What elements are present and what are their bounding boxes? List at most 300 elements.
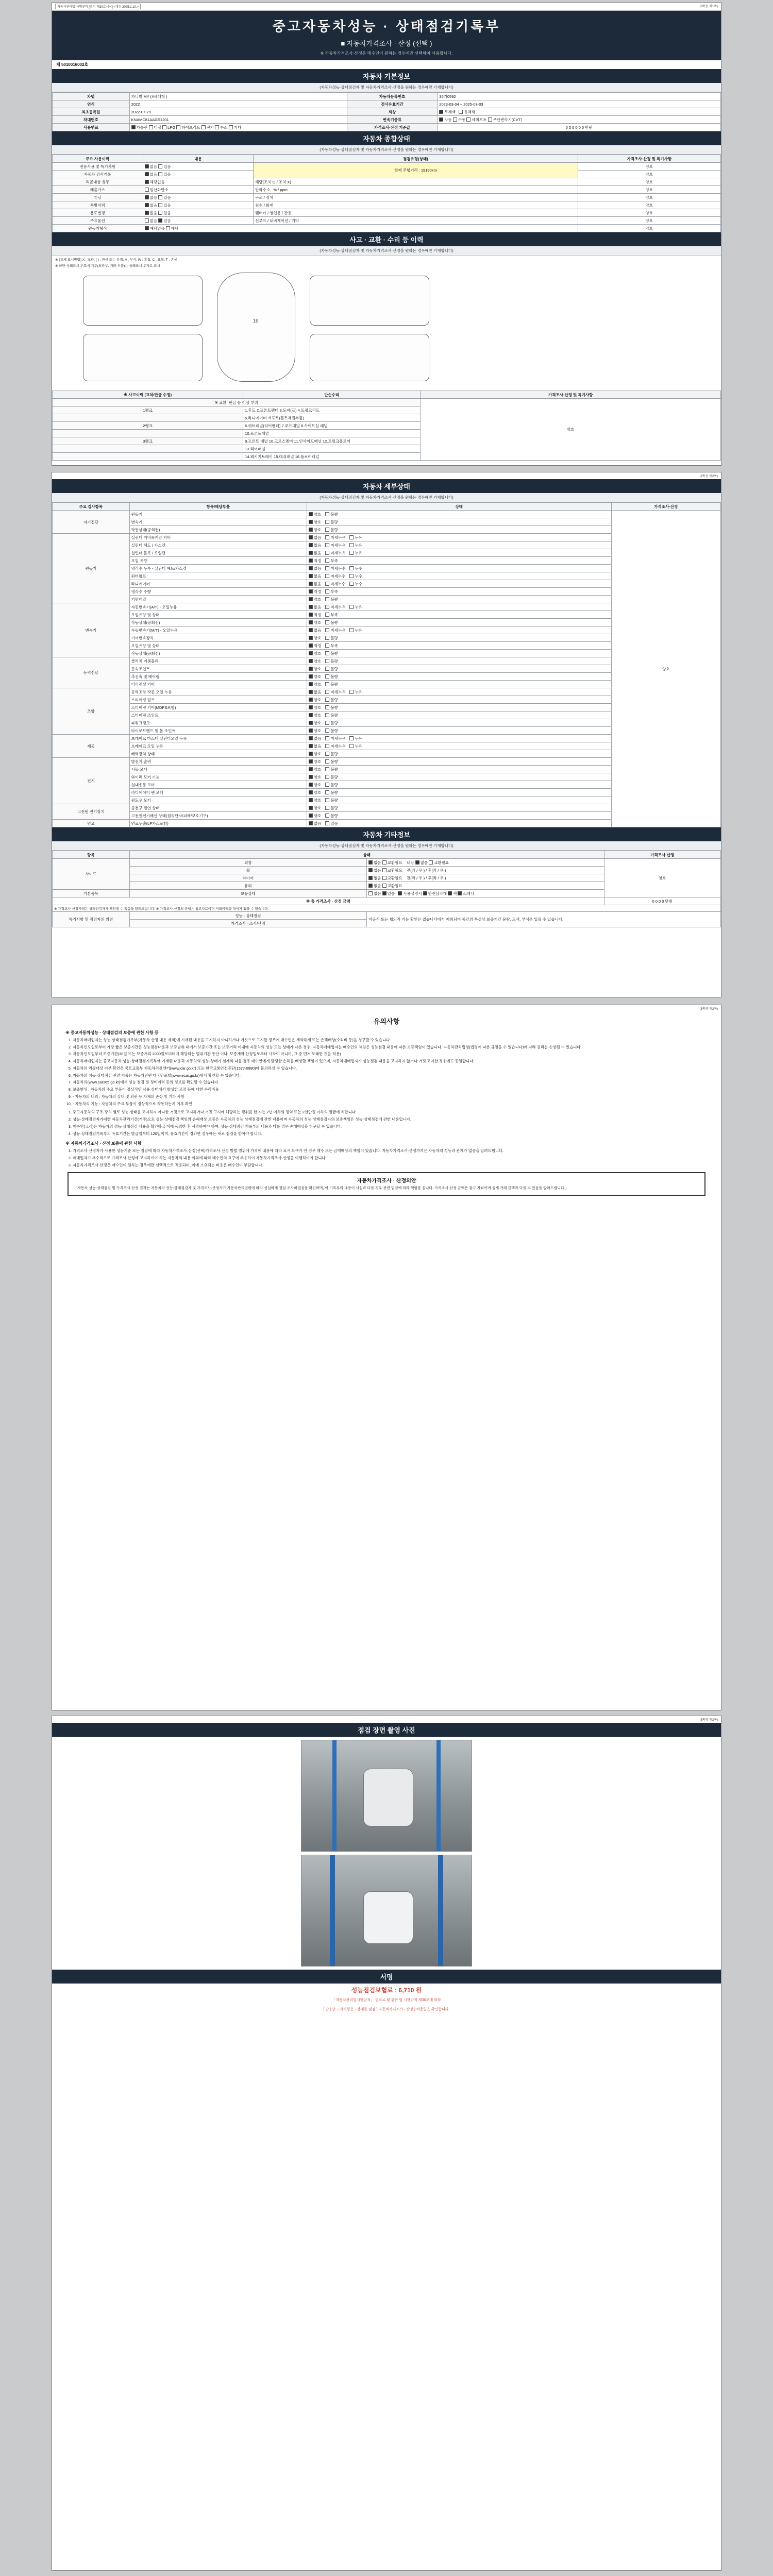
notice-list-1 bbox=[73, 1038, 708, 1107]
detail-item-options[interactable] bbox=[307, 758, 611, 766]
detail-option[interactable]: 불량 bbox=[325, 512, 338, 517]
detail-item-label: 작동상태(공회전) bbox=[129, 650, 307, 657]
detail-option[interactable]: 불량 bbox=[325, 721, 338, 725]
notice-title: 유의사항 bbox=[373, 1018, 400, 1025]
detail-item-options[interactable] bbox=[307, 812, 611, 820]
overall-row-8-label: 원동기형식 bbox=[53, 225, 143, 232]
detail-option[interactable]: 불량 bbox=[325, 775, 338, 779]
overall-row-0-label: 전용사용 및 특기사항 bbox=[53, 163, 143, 171]
fuel-option-5[interactable]: 수소 bbox=[215, 125, 228, 130]
etc-head-0: 항목 bbox=[53, 851, 130, 859]
overall-row-7-opts[interactable]: 없음 있음 bbox=[143, 217, 254, 225]
detail-option[interactable]: 누유 bbox=[349, 551, 362, 555]
grade-name-3 bbox=[53, 430, 243, 437]
grade-name-2: 2랭크 bbox=[53, 422, 243, 430]
notice-list-2 bbox=[73, 1110, 708, 1137]
detail-item-label: 실린더 커버록커암 커버 bbox=[129, 534, 307, 541]
detail-item-options[interactable] bbox=[307, 820, 611, 827]
overall-head-0: 주요 사용이력 bbox=[53, 155, 143, 163]
section-etc-note: (자동차성능·상태점검자 및 자동차가격조사·산정을 원하는 경우에만 기재합니다) bbox=[52, 841, 721, 851]
detail-item-options[interactable] bbox=[307, 626, 611, 634]
detail-option[interactable]: 불량 bbox=[325, 528, 338, 532]
grade-value-2: 6.쿼터패널(리어펜더) 7.루프패널 8.사이드실 패널 bbox=[243, 422, 421, 430]
detail-option[interactable]: 부족 bbox=[325, 643, 338, 648]
diagram-side-right bbox=[310, 276, 429, 326]
detail-item-options[interactable] bbox=[307, 650, 611, 657]
detail-option[interactable]: 없음 bbox=[309, 535, 322, 540]
basic-label-fuel: 사용연료 bbox=[53, 124, 130, 131]
fuel-option-1[interactable]: 디젤 bbox=[149, 125, 162, 130]
detail-item-options[interactable] bbox=[307, 596, 611, 603]
overall-row-6-detail[interactable]: 렌터카 / 영업용 / 관용 bbox=[254, 209, 578, 217]
etc-total-note: ※ 가격조사·산정가격은 상태점검자가 책임질 수 없음을 알려드립니다. ※ 가격조사·산정의 금액은 참고자료이며 거래금액과 차이가 있을 수 있습니다. bbox=[53, 905, 721, 912]
detail-item-options[interactable] bbox=[307, 719, 611, 727]
detail-option[interactable]: 없음 bbox=[309, 605, 322, 609]
detail-item-options[interactable] bbox=[307, 681, 611, 688]
detail-option[interactable]: 양호 bbox=[309, 814, 322, 818]
detail-option[interactable]: 미세누유 bbox=[325, 744, 345, 749]
detail-option[interactable]: 양호 bbox=[309, 520, 322, 524]
detail-option[interactable]: 누유 bbox=[349, 605, 362, 609]
detail-option[interactable]: 양호 bbox=[309, 667, 322, 671]
etc-total-label: ※ 총 가격조사 · 산정 금액 bbox=[53, 897, 604, 905]
detail-option[interactable]: 누유 bbox=[349, 628, 362, 633]
overall-row-0-right: 양호 bbox=[578, 163, 720, 171]
detail-option[interactable]: 부족 bbox=[325, 558, 338, 563]
detail-option[interactable]: 부족 bbox=[325, 589, 338, 594]
detail-option[interactable]: 불량 bbox=[325, 814, 338, 818]
etc-row-3-opts[interactable]: 없음 교환필요 bbox=[367, 882, 604, 890]
detail-item-label: 라디에이터 팬 모터 bbox=[129, 789, 307, 796]
overall-row-1-opts[interactable]: 없음 있음 bbox=[143, 171, 254, 178]
notice-item: 5. 자동차의 리콜대상 여부 확인은 국토교통부 자동차리콜센터(www.car.go.kr) 또는 한국교통안전공단(1577-0990)에 문의하실 수 있습니다. bbox=[73, 1066, 708, 1072]
trans-option-0[interactable]: 자동 bbox=[439, 117, 452, 122]
color-option-1[interactable]: 유채색 bbox=[459, 110, 475, 114]
detail-option[interactable]: 양호 bbox=[309, 783, 322, 787]
detail-option[interactable]: 미세누유 bbox=[325, 690, 345, 694]
overall-row-0-opts[interactable]: 없음 있음 bbox=[143, 163, 254, 171]
detail-option[interactable]: 적정 bbox=[309, 589, 322, 594]
section-accident-bar: 사고 · 교환 · 수리 등 이력 bbox=[52, 232, 721, 246]
detail-item-options[interactable] bbox=[307, 634, 611, 642]
detail-option[interactable]: 불량 bbox=[325, 783, 338, 787]
detail-option[interactable]: 양호 bbox=[309, 798, 322, 803]
etc-head-1: 상태 bbox=[129, 851, 604, 859]
inspection-photo-2[interactable] bbox=[301, 1855, 472, 1967]
overall-head-3: 가격조사·산정 및 특기사항 bbox=[578, 155, 720, 163]
grade-name-5 bbox=[53, 445, 243, 453]
diagram-top-view bbox=[217, 273, 295, 382]
overall-head-2: 점검유형(상태) bbox=[254, 155, 578, 163]
detail-item-label: 스티어링 기어(MDPS포함) bbox=[129, 704, 307, 711]
photo-1-lift-right bbox=[436, 1740, 441, 1851]
detail-item-options[interactable] bbox=[307, 742, 611, 750]
detail-option[interactable]: 누수 bbox=[349, 574, 362, 579]
detail-option[interactable]: 양호 bbox=[309, 620, 322, 625]
detail-option[interactable]: 없음 bbox=[309, 582, 322, 586]
etc-row-1-opts[interactable]: 없음 교환필요 전(좌 / 우 ) / 후(좌 / 우 ) bbox=[367, 867, 604, 874]
detail-item-options[interactable] bbox=[307, 588, 611, 596]
notice-item: 9. - 자동차의 내외 : 자동차의 실내 및 외관 등 차체의 손상 및 기타 사항 bbox=[73, 1094, 708, 1100]
detail-item-options[interactable] bbox=[307, 781, 611, 789]
detail-option[interactable]: 없음 bbox=[309, 744, 322, 749]
detail-head-2: 상태 bbox=[307, 503, 611, 511]
overall-row-2-right: 양호 bbox=[578, 178, 720, 186]
basic-value-color bbox=[438, 108, 721, 116]
etc-row-0-opts[interactable]: 없음 교환필요 내장 없음 교환필요 bbox=[367, 859, 604, 867]
overall-row-3-label: 배출가스 bbox=[53, 186, 143, 194]
detail-item-options[interactable] bbox=[307, 572, 611, 580]
overall-mileage-note: 현재 주행거리 : 19190km bbox=[254, 163, 578, 178]
photo-2-lift-right bbox=[438, 1855, 443, 1966]
page-3 bbox=[52, 1005, 721, 1710]
detail-item-label: 작동상태(공회전) bbox=[129, 619, 307, 626]
vehicle-damage-diagram[interactable] bbox=[52, 269, 721, 391]
overall-head-1: 내용 bbox=[143, 155, 254, 163]
detail-group-2: 변속기 bbox=[53, 603, 130, 657]
detail-item-label: 윈도우 모터 bbox=[129, 796, 307, 804]
special-note-left-2: 가격조사 · 조사/산정 bbox=[129, 920, 366, 927]
basic-label-plate: 자동차등록번호 bbox=[347, 93, 438, 100]
detail-item-label: 등속조인트 bbox=[129, 665, 307, 673]
detail-option[interactable]: 양호 bbox=[309, 790, 322, 795]
detail-option[interactable]: 없음 bbox=[309, 551, 322, 555]
detail-item-label: 냉각수 누수 - 실린더 헤드/가스켓 bbox=[129, 565, 307, 572]
detail-option[interactable]: 양호 bbox=[309, 698, 322, 702]
detail-head-1: 항목/해당부품 bbox=[129, 503, 307, 511]
detail-option[interactable]: 불량 bbox=[325, 651, 338, 656]
detail-option[interactable]: 적정 bbox=[309, 558, 322, 563]
special-note-left-1: 성능 · 상태점검 bbox=[129, 912, 366, 920]
detail-option[interactable]: 양호 bbox=[309, 636, 322, 640]
fuel-option-0[interactable]: 가솔린 bbox=[131, 125, 148, 130]
diagram-rear-view bbox=[310, 334, 429, 381]
overall-row-4-label: 튜닝 bbox=[53, 194, 143, 201]
detail-item-options[interactable] bbox=[307, 642, 611, 650]
detail-option[interactable]: 미세누유 bbox=[325, 628, 345, 633]
detail-option[interactable]: 누수 bbox=[349, 566, 362, 571]
overall-row-1-label: 자동차 검사기록 bbox=[53, 171, 143, 178]
detail-item-label: 스티어링 펌프 bbox=[129, 696, 307, 704]
overall-row-2-detail[interactable]: 해당(조치 O / 조치 X) bbox=[254, 178, 578, 186]
page-1 bbox=[52, 2, 721, 466]
detail-option[interactable]: 양호 bbox=[309, 651, 322, 656]
detail-option[interactable]: 미세누유 bbox=[325, 736, 345, 741]
detail-option[interactable]: 불량 bbox=[325, 790, 338, 795]
overall-table bbox=[52, 155, 721, 232]
overall-row-3-opts[interactable]: 일산화탄소 bbox=[143, 186, 254, 194]
form-reference: 자동차관리법 시행규칙 [별지 제30호서식] <개정 2025.1.10.> bbox=[55, 4, 141, 9]
basic-value-plate: 35기0592 bbox=[438, 93, 721, 100]
overall-row-6-label: 용도변경 bbox=[53, 209, 143, 217]
detail-option[interactable]: 누유 bbox=[349, 543, 362, 548]
overall-row-4-right: 양호 bbox=[578, 194, 720, 201]
detail-item-options[interactable] bbox=[307, 735, 611, 742]
detail-item-label: 디퍼렌셜 기어 bbox=[129, 681, 307, 688]
photo-1-lift-left bbox=[332, 1740, 337, 1851]
detail-option[interactable]: 누유 bbox=[349, 736, 362, 741]
detail-item-label: 변속기 bbox=[129, 518, 307, 526]
detail-item-label: 브레이크 마스터 실린더오일 누유 bbox=[129, 735, 307, 742]
detail-item-options[interactable] bbox=[307, 518, 611, 526]
detail-option[interactable]: 없음 bbox=[309, 574, 322, 579]
detail-item-options[interactable] bbox=[307, 766, 611, 773]
etc-total-value: 0 0 0 0 만원 bbox=[604, 897, 721, 905]
etc-row-4-opts[interactable]: 없음 있음 사용설명서 안전삼각대 잭 스패너 bbox=[367, 890, 604, 897]
detail-group-1: 원동기 bbox=[53, 534, 130, 603]
detail-item-label: 파워크랭크 bbox=[129, 719, 307, 727]
overall-row-7-detail[interactable]: 선루프 / 내비게이션 / 기타 bbox=[254, 217, 578, 225]
detail-item-options[interactable] bbox=[307, 704, 611, 711]
detail-item-options[interactable] bbox=[307, 711, 611, 719]
etc-row-2-opts[interactable]: 없음 교환필요 전(좌 / 우 ) / 후(좌 / 우 ) bbox=[367, 874, 604, 882]
detail-item-options[interactable] bbox=[307, 789, 611, 796]
detail-item-label: 기어변속장치 bbox=[129, 634, 307, 642]
detail-option[interactable]: 불량 bbox=[325, 752, 338, 756]
detail-option[interactable]: 없음 bbox=[309, 690, 322, 694]
section-basic-info-note: (자동차성능·상태점검자 및 자동차가격조사·산정을 원하는 경우에만 기재합니다) bbox=[52, 83, 721, 92]
detail-option[interactable]: 미세누수 bbox=[325, 582, 345, 586]
detail-option[interactable]: 양호 bbox=[309, 767, 322, 772]
detail-item-label: 실린더 헤드 / 가스켓 bbox=[129, 541, 307, 549]
detail-row bbox=[53, 511, 721, 518]
inspection-photo-1[interactable] bbox=[301, 1740, 472, 1852]
detail-option[interactable]: 불량 bbox=[325, 597, 338, 602]
diagram-front-view bbox=[83, 334, 203, 381]
detail-option[interactable]: 불량 bbox=[325, 767, 338, 772]
detail-item-options[interactable] bbox=[307, 796, 611, 804]
detail-option[interactable]: 양호 bbox=[309, 759, 322, 764]
accident-head-2: 가격조사·산정 및 특기사항 bbox=[421, 391, 721, 399]
detail-item-options[interactable] bbox=[307, 696, 611, 704]
etc-right-note: 양호 bbox=[604, 859, 721, 897]
detail-option[interactable]: 누유 bbox=[349, 744, 362, 749]
fuel-option-2[interactable]: LPG bbox=[162, 125, 175, 130]
detail-option[interactable]: 불량 bbox=[325, 806, 338, 810]
form-header-line bbox=[52, 3, 721, 11]
detail-item-options[interactable] bbox=[307, 534, 611, 541]
overall-row-2-label: 리콜대상 유무 bbox=[53, 178, 143, 186]
detail-item-options[interactable] bbox=[307, 773, 611, 781]
detail-option[interactable]: 양호 bbox=[309, 674, 322, 679]
detail-right-note: 양호 bbox=[611, 511, 720, 827]
detail-option[interactable]: 없음 bbox=[309, 736, 322, 741]
fuel-option-3[interactable]: 하이브리드 bbox=[176, 125, 200, 130]
special-note-text[interactable]: 비공식 또는 협의적 기능 확인은 없습니다에서 제외되며 중간의 특성상 보증기간 문량, 도색, 부식은 있을 수 있습니다. bbox=[367, 912, 721, 927]
detail-item-label: 커먼레일 bbox=[129, 596, 307, 603]
detail-option[interactable]: 양호 bbox=[309, 597, 322, 602]
grade-value-1: 5.라디에이터 서포트(볼트체결부품) bbox=[243, 414, 421, 422]
overall-row-6-right: 양호 bbox=[578, 209, 720, 217]
basic-label-color: 색상 bbox=[347, 108, 438, 116]
etc-row-2-label: 타이어 bbox=[129, 874, 366, 882]
detail-option[interactable]: 불량 bbox=[325, 705, 338, 710]
fuel-option-4[interactable]: 전기 bbox=[201, 125, 214, 130]
detail-option[interactable]: 양호 bbox=[309, 713, 322, 718]
detail-option[interactable]: 양호 bbox=[309, 752, 322, 756]
detail-item-options[interactable] bbox=[307, 603, 611, 611]
detail-option[interactable]: 양호 bbox=[309, 721, 322, 725]
detail-item-label: 오일 유량 bbox=[129, 557, 307, 565]
detail-item-label: 워터펌프 bbox=[129, 572, 307, 580]
overall-row-6-opts[interactable]: 없음 있음 bbox=[143, 209, 254, 217]
detail-option[interactable]: 미세누유 bbox=[325, 535, 345, 540]
detail-item-label: 냉각수 수량 bbox=[129, 588, 307, 596]
basic-label-price-standard: 가격조사·산정 기준값 bbox=[347, 124, 438, 131]
detail-item-options[interactable] bbox=[307, 557, 611, 565]
overall-row-4-opts[interactable]: 없음 있음 bbox=[143, 194, 254, 201]
notice-item: 4. 자동차매매업자는 중고자동차 성능·상태점검기록부에 기재된 내용과 자동차의 성능·상태가 실제와 다를 경우 매수인에게 발생한 손해를 배상할 책임이 있으며, 자동차매매업자가 성능점검 내용을 고지하지 않거나 거짓 고지한 경우에도 동일합니다. bbox=[73, 1059, 708, 1064]
notice-item: 8. 보증범위 : 자동차의 주요 부품이 정상적인 사용 상태에서 발생한 고장 등에 대한 수리비용 bbox=[73, 1087, 708, 1093]
detail-option[interactable]: 미세누유 bbox=[325, 543, 345, 548]
detail-item-options[interactable] bbox=[307, 665, 611, 673]
detail-option[interactable]: 불량 bbox=[325, 520, 338, 524]
detail-option[interactable]: 없음 bbox=[309, 566, 322, 571]
basic-label-carname: 차명 bbox=[53, 93, 130, 100]
color-option-0[interactable]: 무채색 bbox=[439, 110, 456, 114]
detail-group-6: 전기 bbox=[53, 758, 130, 804]
detail-item-options[interactable] bbox=[307, 673, 611, 681]
grade-name-6 bbox=[53, 453, 243, 461]
overall-row-5-detail[interactable]: 침수 / 화재 bbox=[254, 201, 578, 209]
detail-option[interactable]: 불량 bbox=[325, 698, 338, 702]
detail-item-options[interactable] bbox=[307, 511, 611, 518]
detail-option[interactable]: 양호 bbox=[309, 705, 322, 710]
detail-item-options[interactable] bbox=[307, 727, 611, 735]
detail-item-label: 추진축 및 베어링 bbox=[129, 673, 307, 681]
detail-group-8: 연료 bbox=[53, 820, 130, 827]
detail-item-options[interactable] bbox=[307, 688, 611, 696]
photo-section-bar: 점검 장면 촬영 사진 bbox=[52, 1723, 721, 1737]
detail-option[interactable]: 누유 bbox=[349, 535, 362, 540]
detail-option[interactable]: 미세누수 bbox=[325, 574, 345, 579]
detail-group-0: 자기진단 bbox=[53, 511, 130, 534]
detail-item-options[interactable] bbox=[307, 619, 611, 626]
detail-option[interactable]: 양호 bbox=[309, 806, 322, 810]
basic-value-fuel bbox=[129, 124, 347, 131]
notice-item: 3. 자동차인도일부터 보증기간(30일 또는 보증거리 2000킬로미터에 해당하는 범위기간 동안 이나, 보증계약 산정일로부터 시작이 아니며, 그 중 먼저 도래한 것을 적용) bbox=[73, 1052, 708, 1057]
detail-item-options[interactable] bbox=[307, 526, 611, 534]
detail-group-4: 조향 bbox=[53, 688, 130, 735]
detail-option[interactable]: 양호 bbox=[309, 659, 322, 664]
detail-item-options[interactable] bbox=[307, 580, 611, 588]
detail-option[interactable]: 양호 bbox=[309, 728, 322, 733]
detail-item-label: 배력장치 상태 bbox=[129, 750, 307, 758]
detail-option[interactable]: 양호 bbox=[309, 682, 322, 687]
detail-option[interactable]: 양호 bbox=[309, 775, 322, 779]
accident-exterior-head: ※ 교환, 판금 등 이상 부위 bbox=[53, 399, 421, 406]
detail-item-label: 시동 모터 bbox=[129, 766, 307, 773]
detail-option[interactable]: 미세누유 bbox=[325, 551, 345, 555]
detail-option[interactable]: 없음 bbox=[309, 628, 322, 633]
detail-item-options[interactable] bbox=[307, 657, 611, 665]
detail-item-label: 고전원전기배선 상태(접속단자/피복/보호기구) bbox=[129, 812, 307, 820]
detail-option[interactable]: 불량 bbox=[325, 659, 338, 664]
detail-head-0: 주요 검사항목 bbox=[53, 503, 130, 511]
detail-option[interactable]: 적정 bbox=[309, 643, 322, 648]
detail-item-options[interactable] bbox=[307, 541, 611, 549]
detail-item-options[interactable] bbox=[307, 565, 611, 572]
basic-value-carname: 카니발 MY (4세대형 ) bbox=[129, 93, 347, 100]
section-detail-bar: 자동차 세부상태 bbox=[52, 479, 721, 493]
detail-table-body bbox=[53, 511, 721, 827]
overall-row-8-opts[interactable]: 해당없음 해당 bbox=[143, 225, 578, 232]
detail-item-options[interactable] bbox=[307, 804, 611, 812]
etc-row-3-label: 유리 bbox=[129, 882, 366, 890]
detail-option[interactable]: 없음 bbox=[309, 821, 322, 826]
overall-row-2-opts[interactable]: 해당없음 bbox=[143, 178, 254, 186]
etc-group-side: 사이드 bbox=[53, 859, 130, 890]
overall-row-4-detail[interactable]: 구조 / 장치 bbox=[254, 194, 578, 201]
detail-item-label: 원동기 bbox=[129, 511, 307, 518]
detail-item-label: 작동상태(공회전) bbox=[129, 526, 307, 534]
detail-group-5: 제동 bbox=[53, 735, 130, 758]
detail-option[interactable]: 불량 bbox=[325, 759, 338, 764]
detail-option[interactable]: 불량 bbox=[325, 667, 338, 671]
detail-option[interactable]: 적정 bbox=[309, 613, 322, 617]
trans-option-1[interactable]: 수동 bbox=[453, 117, 466, 122]
detail-option[interactable]: 누수 bbox=[349, 582, 362, 586]
detail-option[interactable]: 미세누유 bbox=[325, 605, 345, 609]
page-number-2: (3쪽중 제2쪽) bbox=[699, 475, 718, 478]
detail-option[interactable]: 불량 bbox=[325, 798, 338, 803]
detail-option[interactable]: 불량 bbox=[325, 636, 338, 640]
grade-value-6: 14.패키지트레이 15.대쉬패널 16.플로어패널 bbox=[243, 453, 421, 461]
trans-option-3[interactable]: 무단변속기(CVT) bbox=[488, 117, 522, 122]
basic-value-price-standard: 0 0 0 0 0 0 만원 bbox=[438, 124, 721, 131]
etc-row-1-label: 휠 bbox=[129, 867, 366, 874]
notice-item: 1. 가격조사·산정자가 사용한 성능기준 또는 점검에 따라 자동차가격조사·산정(선택)가격조사·산정 방법 범위에 가격에 내용에 따라 표시 요구가 안 경우 매수 또는 금액배상의 책임이 있습니다. 자동차가격조사·산정가격은 자동차의 성능과 관계가 없음을 알려드립니다. bbox=[73, 1148, 708, 1154]
detail-option[interactable]: 누유 bbox=[349, 690, 362, 694]
page-subtitle: ■ 자동차가격조사 · 산정 (선택 ) bbox=[341, 40, 432, 47]
photo-footnote-2: [ 단 ] 당 고객차량은 · 상태를 점검 ) 자동차가격조사 · 산정 ) 비용입은 확인합니다. bbox=[323, 2008, 450, 2011]
detail-option[interactable]: 없음 bbox=[309, 543, 322, 548]
detail-option[interactable]: 불량 bbox=[325, 620, 338, 625]
basic-value-inspection: 2023-03-04 ~ 2025-03-03 bbox=[438, 100, 721, 108]
detail-option[interactable]: 불량 bbox=[325, 713, 338, 718]
detail-item-label: 스티어링 조인트 bbox=[129, 711, 307, 719]
detail-option[interactable]: 불량 bbox=[325, 682, 338, 687]
detail-option[interactable]: 부족 bbox=[325, 613, 338, 617]
detail-item-options[interactable] bbox=[307, 611, 611, 619]
detail-item-label: 연료누출(LP가스포함) bbox=[129, 820, 307, 827]
notice-item: 6. 자동차의 성능·상태점검 관련 기록은 자동차민원 대국민포털(www.ecar.go.kr)에서 확인할 수 있습니다. bbox=[73, 1073, 708, 1079]
diagram-side-left bbox=[83, 276, 203, 326]
detail-item-options[interactable] bbox=[307, 750, 611, 758]
detail-item-options[interactable] bbox=[307, 549, 611, 557]
notice-item: 1. 중고자동차의 구조·장치 별로 성능·상태를 고지하지 아니한 거짓으로 고지하거나 거짓 고지에 해당하는 행위를 한 자는 2년 이하의 징역 또는 2천만원 이하의 벌금에 처합니다. bbox=[73, 1110, 708, 1115]
fuel-option-6[interactable]: 기타 bbox=[229, 125, 242, 130]
photo-footnote-1: 「자동차관리법시행규칙」 별표로 및 같은 법 시행규칙 제30조에 따라 bbox=[332, 1998, 441, 2002]
detail-option[interactable]: 있음 bbox=[325, 821, 338, 826]
basic-label-year: 연식 bbox=[53, 100, 130, 108]
overall-row-5-opts[interactable]: 없음 있음 bbox=[143, 201, 254, 209]
notice-item: 7. 자동차의(www.car365.go.kr)에서 성능 점검 및 정비이력 등의 정보를 확인할 수 있습니다. bbox=[73, 1080, 708, 1086]
grade-value-0: 1.후드 2.프론트펜더 3.도어(프) 4.트렁크리드 bbox=[243, 406, 421, 414]
detail-option[interactable]: 양호 bbox=[309, 512, 322, 517]
detail-option[interactable]: 불량 bbox=[325, 674, 338, 679]
overall-row-3-detail[interactable]: 탄화수소 % / ppm bbox=[254, 186, 578, 194]
detail-option[interactable]: 양호 bbox=[309, 528, 322, 532]
detail-option[interactable]: 불량 bbox=[325, 728, 338, 733]
page-subnote: ※ 자동차가격조사·산정은 매수인이 원하는 경우에만 선택하여 사용합니다. bbox=[320, 51, 453, 56]
grade-name-4: 3랭크 bbox=[53, 437, 243, 445]
etc-row-4-label: 보유상태 bbox=[129, 890, 366, 897]
notice-item: 3. 매수인(고객)은 자동차의 성능·상태점검 내용을 확인하고 이에 동의한 후 서명하여야 하며, 성능·상태점검 기록부의 내용과 다를 경우 손해배상을 청구할 수 있습니다. bbox=[73, 1124, 708, 1130]
trans-option-2[interactable]: 세미오토 bbox=[466, 117, 486, 122]
basic-value-year: 2022 bbox=[129, 100, 347, 108]
detail-option[interactable]: 미세누수 bbox=[325, 566, 345, 571]
